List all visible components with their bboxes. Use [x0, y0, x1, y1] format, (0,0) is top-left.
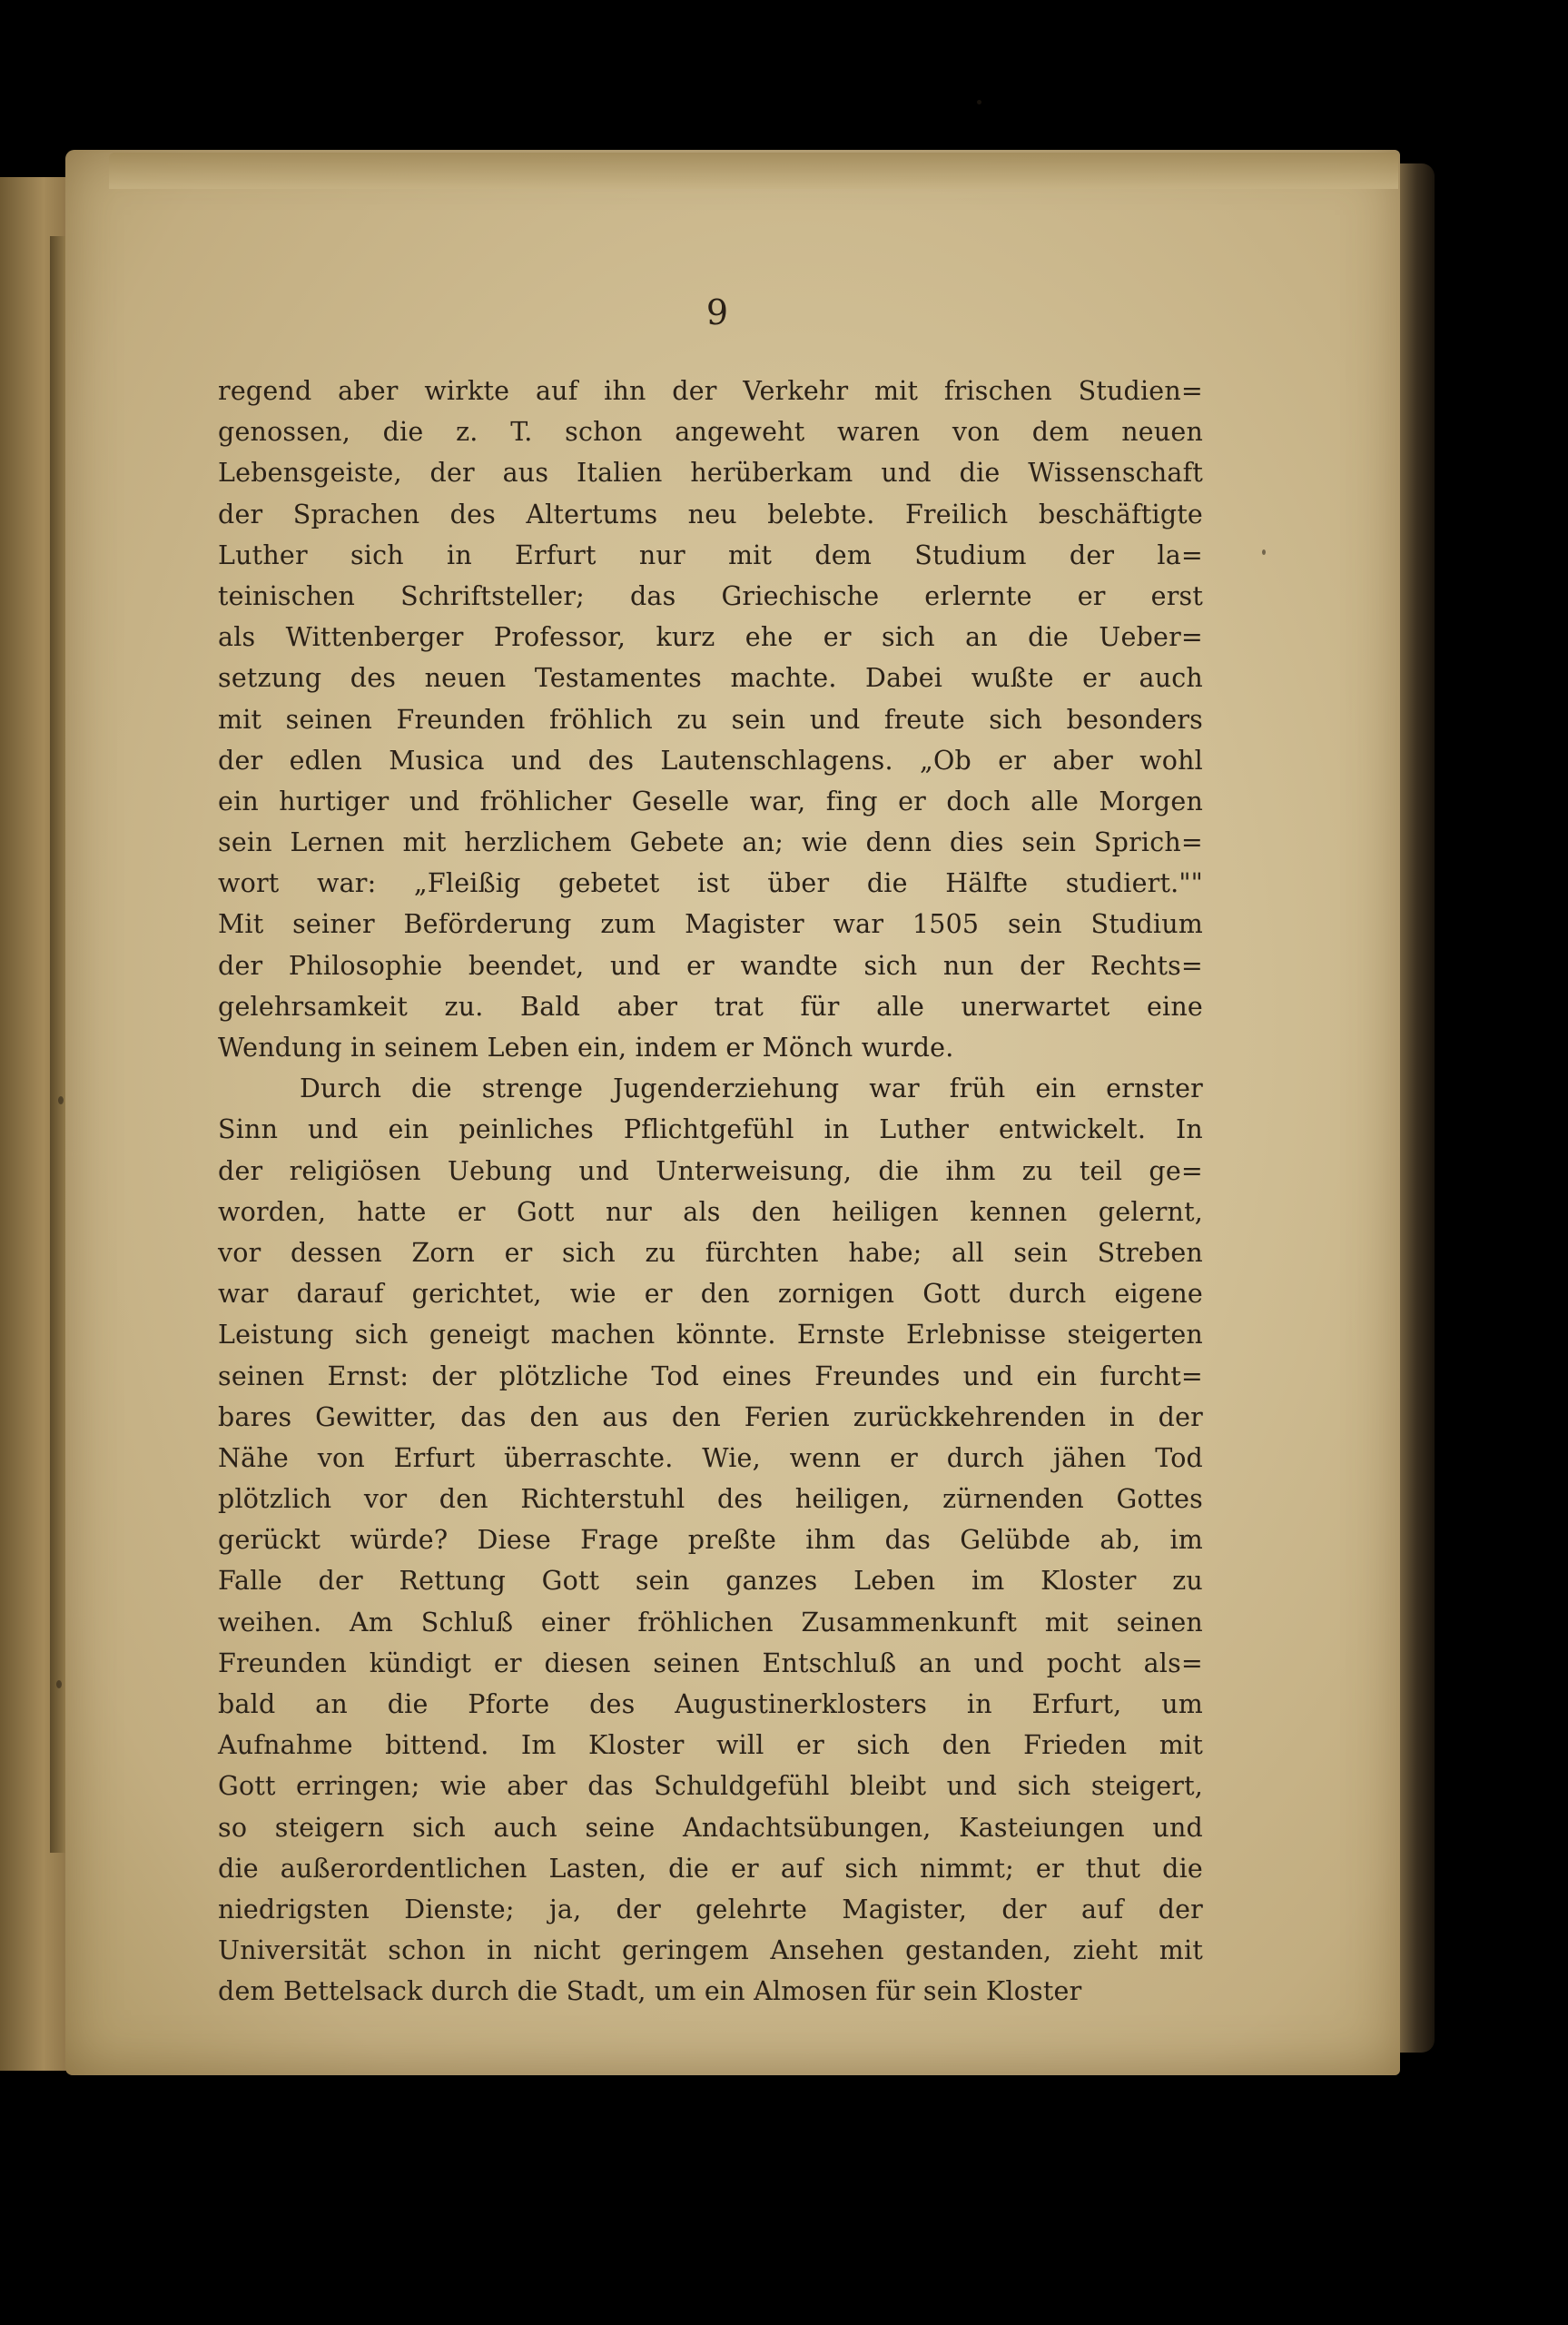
text-line: seinen Ernst: der plötzliche Tod eines Freundes und ein furcht=	[218, 1360, 1203, 1391]
text-line: gerückt würde? Diese Frage preßte ihm das Gelübde ab, im	[218, 1525, 1203, 1556]
text-line: weihen. Am Schluß einer fröhlichen Zusammenkunft mit seinen	[218, 1607, 1203, 1637]
text-line: worden, hatte er Gott nur als den heiligen kennen gelernt,	[218, 1196, 1203, 1227]
text-line: plötzlich vor den Richterstuhl des heiligen, zürnenden Gottes	[218, 1484, 1203, 1515]
text-line: Freunden kündigt er diesen seinen Entschluß an und pocht als=	[218, 1647, 1203, 1678]
text-line: Falle der Rettung Gott sein ganzes Leben im Kloster zu	[218, 1566, 1203, 1597]
text-line: Mit seiner Beförderung zum Magister war 1505 sein Studium	[218, 909, 1203, 940]
text-line: sein Lernen mit herzlichem Gebete an; wie denn dies sein Sprich=	[218, 827, 1203, 858]
text-line: ein hurtiger und fröhlicher Geselle war, fing er doch alle Morgen	[218, 786, 1203, 816]
text-line: Leistung sich geneigt machen könnte. Ernste Erlebnisse steigerten	[218, 1320, 1203, 1350]
text-line: der Sprachen des Altertums neu belebte. Freilich beschäftigte	[218, 499, 1203, 529]
text-line: Universität schon in nicht geringem Ansehen gestanden, zieht mit	[218, 1935, 1203, 1966]
text-line: Lebensgeiste, der aus Italien herüberkam und die Wissenschaft	[218, 458, 1203, 489]
text-line: vor dessen Zorn er sich zu fürchten habe; all sein Streben	[218, 1237, 1203, 1268]
text-line: dem Bettelsack durch die Stadt, um ein Almosen für sein Kloster	[218, 1976, 1082, 2007]
text-line: der edlen Musica und des Lautenschlagens. „Ob er aber wohl	[218, 745, 1203, 776]
text-line: Luther sich in Erfurt nur mit dem Studium der la=	[218, 539, 1203, 570]
text-line: gelehrsamkeit zu. Bald aber trat für alle unerwartet eine	[218, 991, 1203, 1022]
page-number: 9	[705, 292, 729, 332]
text-line: die außerordentlichen Lasten, die er auf sich nimmt; er thut die	[218, 1853, 1203, 1884]
text-line: setzung des neuen Testamentes machte. Dabei wußte er auch	[218, 663, 1203, 694]
body-text	[218, 371, 1203, 2013]
text-line: Wendung in seinem Leben ein, indem er Mönch wurde.	[218, 1033, 954, 1063]
text-line: Nähe von Erfurt überraschte. Wie, wenn er durch jähen Tod	[218, 1442, 1203, 1473]
text-line: wort war: „Fleißig gebetet ist über die Hälfte studiert.""	[218, 868, 1203, 899]
page-top-discoloration	[109, 153, 1398, 189]
text-line: genossen, die z. T. schon angeweht waren von dem neuen	[218, 417, 1203, 448]
text-line: niedrigsten Dienste; ja, der gelehrte Magister, der auf der	[218, 1894, 1203, 1924]
text-line: als Wittenberger Professor, kurz ehe er sich an die Ueber=	[218, 622, 1203, 653]
text-line: der religiösen Uebung und Unterweisung, die ihm zu teil ge=	[218, 1155, 1203, 1186]
paper-speck	[977, 100, 981, 104]
paper-speck	[58, 1096, 64, 1104]
text-line: Sinn und ein peinliches Pflichtgefühl in Luther entwickelt. In	[218, 1114, 1203, 1145]
text-line: teinischen Schriftsteller; das Griechische erlernte er erst	[218, 580, 1203, 611]
text-line: Durch die strenge Jugenderziehung war früh ein ernster	[300, 1073, 1203, 1104]
text-line: Aufnahme bittend. Im Kloster will er sich den Frieden mit	[218, 1730, 1203, 1761]
text-line: der Philosophie beendet, und er wandte sich nun der Rechts=	[218, 950, 1203, 981]
text-line: Gott erringen; wie aber das Schuldgefühl bleibt und sich steigert,	[218, 1771, 1203, 1802]
text-line: war darauf gerichtet, wie er den zornigen Gott durch eigene	[218, 1279, 1203, 1310]
text-line: regend aber wirkte auf ihn der Verkehr mit frischen Studien=	[218, 376, 1203, 406]
paper-speck	[56, 1680, 62, 1688]
paper-speck	[1262, 549, 1266, 555]
text-line: bares Gewitter, das den aus den Ferien zurückkehrenden in der	[218, 1401, 1203, 1432]
text-line: mit seinen Freunden fröhlich zu sein und freute sich besonders	[218, 704, 1203, 735]
text-line: bald an die Pforte des Augustinerklosters in Erfurt, um	[218, 1689, 1203, 1719]
text-line: so steigern sich auch seine Andachtsübungen, Kasteiungen und	[218, 1812, 1203, 1843]
